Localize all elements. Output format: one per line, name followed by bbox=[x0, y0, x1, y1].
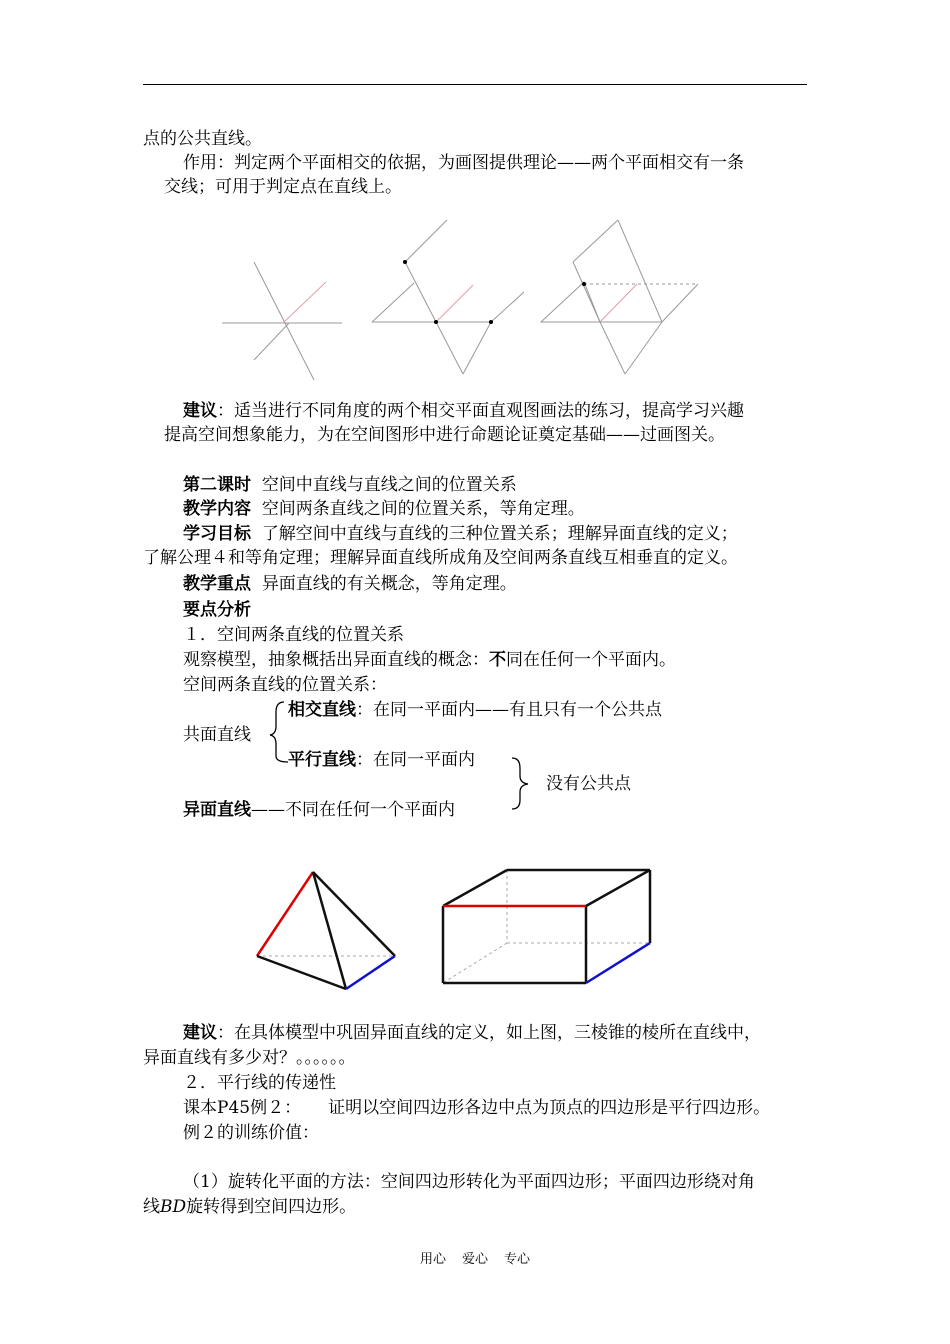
footer-word-2: 爱心 bbox=[461, 1252, 488, 1267]
page-footer bbox=[0, 1248, 950, 1267]
advice1-text-2: 提高空间想象能力，为在空间图形中进行命题论证奠定基础——过画图关。 bbox=[164, 425, 725, 445]
point1-d: 旋转得到空间四边形。 bbox=[186, 1197, 357, 1217]
lesson-key-label: 教学重点 bbox=[183, 574, 251, 594]
fig2-line-right bbox=[491, 292, 524, 322]
no-common-label: 没有公共点 bbox=[546, 774, 631, 794]
box-model bbox=[443, 870, 650, 983]
fig2-point-mid bbox=[434, 320, 438, 324]
lesson-title-label: 第二课时 bbox=[183, 475, 251, 495]
pyramid-base-left bbox=[257, 956, 346, 989]
fig3-top-right bbox=[618, 220, 662, 322]
footer-word-1: 用心 bbox=[419, 1252, 446, 1267]
right-brace bbox=[512, 758, 528, 809]
example-text: 证明以空间四边形各边中点为顶点的四边形是平行四边形。 bbox=[328, 1098, 771, 1118]
parallel-label: 平行直线 bbox=[288, 750, 356, 770]
lesson-goal-label: 学习目标 bbox=[183, 524, 251, 544]
lesson-key bbox=[183, 573, 517, 595]
box-top-left-edge bbox=[443, 870, 507, 906]
advice1-text-1: ：适当进行不同角度的两个相交平面直观图画法的练习，提高学习兴趣 bbox=[217, 401, 744, 421]
advice1-line-1 bbox=[183, 400, 744, 422]
advice2-text-2: 异面直线有多少对？。。。。。。 bbox=[143, 1048, 356, 1068]
observe-line bbox=[183, 649, 676, 671]
example-value: 例２的训练价值： bbox=[183, 1123, 319, 1143]
box-blue-edge bbox=[586, 943, 650, 983]
lesson-goal-text-2: 了解公理４和等角定理；理解异面直线所成角及空间两条直线互相垂直的定义。 bbox=[143, 548, 738, 568]
fig2-point-top bbox=[403, 260, 407, 264]
intersect-text: ：在同一平面内——有且只有一个公共点 bbox=[356, 700, 662, 720]
advice2-label: 建议 bbox=[183, 1023, 217, 1043]
zuoyong-line-1: 作用：判定两个平面相交的依据，为画图提供理论——两个平面相交有一条 bbox=[183, 153, 744, 173]
fig2-red-line bbox=[436, 285, 473, 322]
lesson-content bbox=[183, 498, 585, 520]
fig3-top-left bbox=[573, 220, 618, 262]
fig1-red-line bbox=[283, 282, 326, 323]
fig3-point bbox=[582, 282, 586, 286]
intersect-label: 相交直线 bbox=[288, 700, 356, 720]
section1-heading: １．空间两条直线的位置关系 bbox=[183, 625, 404, 645]
lesson-content-label: 教学内容 bbox=[183, 499, 251, 519]
pyramid-edge-right bbox=[313, 872, 395, 956]
fig3-red-line bbox=[600, 284, 637, 322]
point1-bd: BD bbox=[160, 1197, 187, 1217]
footer-word-3: 专心 bbox=[504, 1252, 531, 1267]
fig3-plane-left bbox=[541, 282, 600, 322]
fig2-line-lower-b bbox=[463, 322, 491, 374]
skew-label: 异面直线 bbox=[183, 800, 251, 820]
box-top-right-edge bbox=[586, 870, 650, 906]
fig2-point-right bbox=[489, 320, 493, 324]
point1-b: 线 bbox=[143, 1197, 160, 1217]
observe-a: 观察模型，抽象概括出异面直线的概念： bbox=[183, 650, 489, 670]
observe-c: 同在任何一个平面内。 bbox=[506, 650, 676, 670]
parallel-text: ：在同一平面内 bbox=[356, 750, 475, 770]
observe-b: 不 bbox=[489, 650, 506, 670]
intersect-line bbox=[288, 699, 662, 721]
relations-line: 空间两条直线的位置关系： bbox=[183, 675, 387, 695]
lesson-title-text: 空间中直线与直线之间的位置关系 bbox=[261, 475, 517, 495]
fig2-line-left bbox=[372, 283, 414, 322]
section2-heading: ２．平行线的传递性 bbox=[183, 1073, 336, 1093]
intro-line: 点的公共直线。 bbox=[143, 129, 262, 149]
analysis-heading: 要点分析 bbox=[183, 600, 251, 620]
point1-line-2 bbox=[143, 1196, 356, 1218]
example-ref: 课本P45例２： bbox=[183, 1098, 302, 1118]
header-rule bbox=[143, 84, 807, 85]
pyramid-blue-edge bbox=[346, 956, 395, 989]
coplanar-label: 共面直线 bbox=[183, 725, 251, 745]
left-brace bbox=[270, 702, 288, 762]
fig1-line-a bbox=[254, 262, 314, 380]
box-hidden-depth bbox=[443, 943, 507, 983]
fig2-line-lower bbox=[436, 322, 463, 374]
advice2-line-1 bbox=[183, 1022, 761, 1044]
lesson-goal-text-1: 了解空间中直线与直线的三种位置关系；理解异面直线的定义； bbox=[261, 524, 738, 544]
fig2-line-top bbox=[405, 220, 447, 262]
fig2-line-diag bbox=[405, 262, 436, 322]
example-line bbox=[183, 1097, 770, 1119]
pyramid-red-edge bbox=[257, 872, 313, 956]
lesson-content-text: 空间两条直线之间的位置关系，等角定理。 bbox=[261, 499, 585, 519]
skew-line bbox=[183, 799, 455, 821]
advice1-label: 建议 bbox=[183, 401, 217, 421]
parallel-line bbox=[288, 749, 475, 771]
skew-text: ——不同在任何一个平面内 bbox=[251, 800, 455, 820]
lesson-key-text: 异面直线的有关概念，等角定理。 bbox=[261, 574, 517, 594]
lesson-goal bbox=[183, 523, 738, 545]
fig1-line-c bbox=[254, 323, 289, 360]
pyramid-model bbox=[257, 872, 395, 989]
lesson-title bbox=[183, 474, 517, 496]
zuoyong-line-2: 交线；可用于判定点在直线上。 bbox=[164, 177, 402, 197]
pyramid-edge-front bbox=[313, 872, 346, 989]
point1-line-1: （1）旋转化平面的方法：空间四边形转化为平面四边形；平面四边形绕对角 bbox=[183, 1172, 755, 1192]
advice2-text-1: ：在具体模型中巩固异面直线的定义，如上图，三棱锥的棱所在直线中， bbox=[217, 1023, 761, 1043]
